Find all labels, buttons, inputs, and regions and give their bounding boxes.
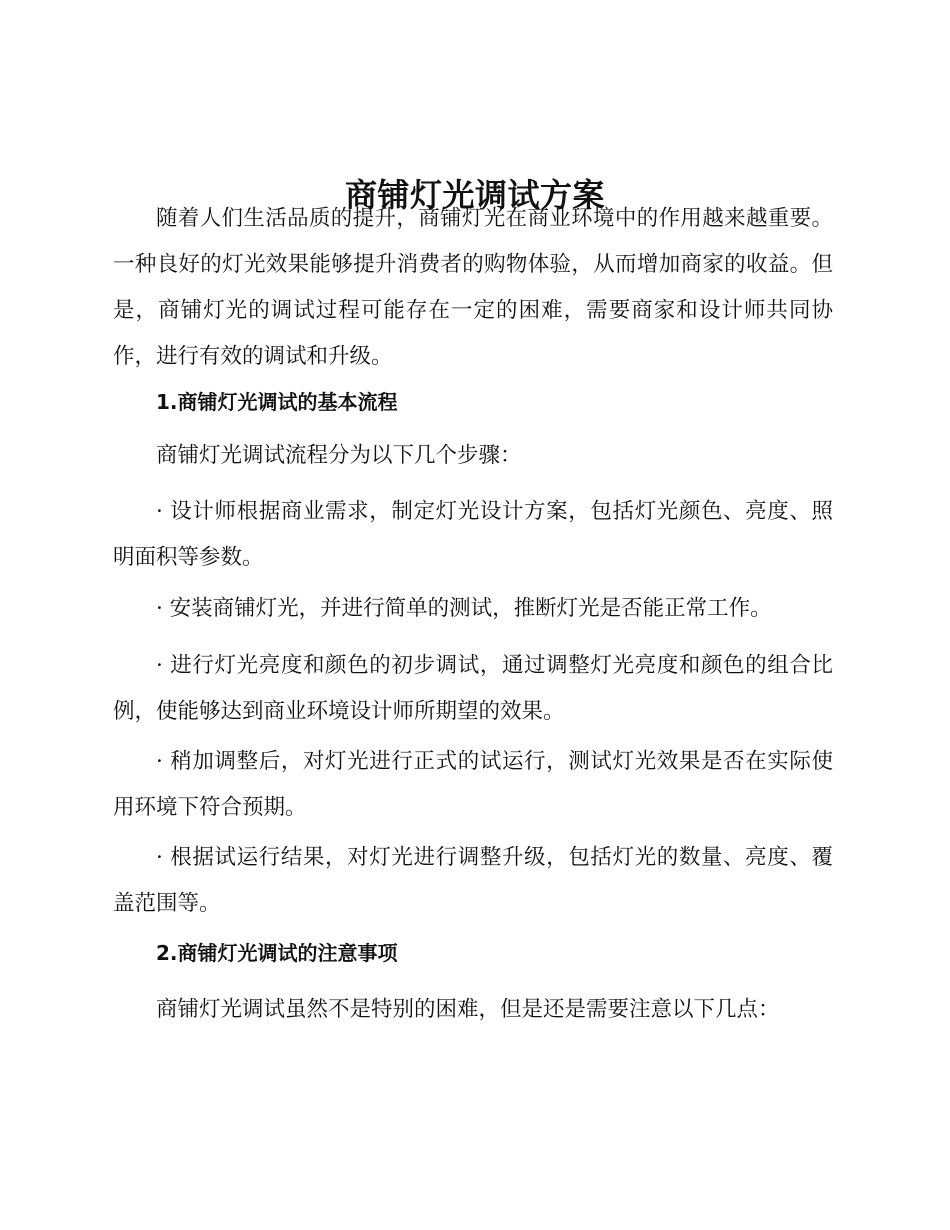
list-item: · 安装商铺灯光，并进行简单的测试，推断灯光是否能正常工作。 [156,596,772,621]
section-heading-1: 1.商铺灯光调试的基本流程 [156,390,398,414]
list-item: · 根据试运行结果，对灯光进行调整升级，包括灯光的数量、亮度、覆盖范围等。 [113,845,833,916]
intro-paragraph: 随着人们生活品质的提升，商铺灯光在商业环境中的作用越来越重要。一种良好的灯光效果能够提升消费者的购物体验，从而增加商家的收益。但是，商铺灯光的调试过程可能存在一定的困难，需要商家和设计师共同协作，进行有效的调试和升级。 [113,206,833,369]
list-item: · 稍加调整后，对灯光进行正式的试运行，测试灯光效果是否在实际使用环境下符合预期。 [113,749,833,820]
section-1-intro: 商铺灯光调试流程分为以下几个步骤： [156,443,522,468]
section-2-intro: 商铺灯光调试虽然不是特别的困难，但是还是需要注意以下几点： [156,997,780,1022]
document-title: 商铺灯光调试方案 [344,176,605,215]
list-item: · 进行灯光亮度和颜色的初步调试，通过调整灯光亮度和颜色的组合比例，使能够达到商业环境设计师所期望的效果。 [113,653,833,724]
section-heading-2: 2.商铺灯光调试的注意事项 [156,941,398,965]
list-item: · 设计师根据商业需求，制定灯光设计方案，包括灯光颜色、亮度、照明面积等参数。 [113,499,833,570]
